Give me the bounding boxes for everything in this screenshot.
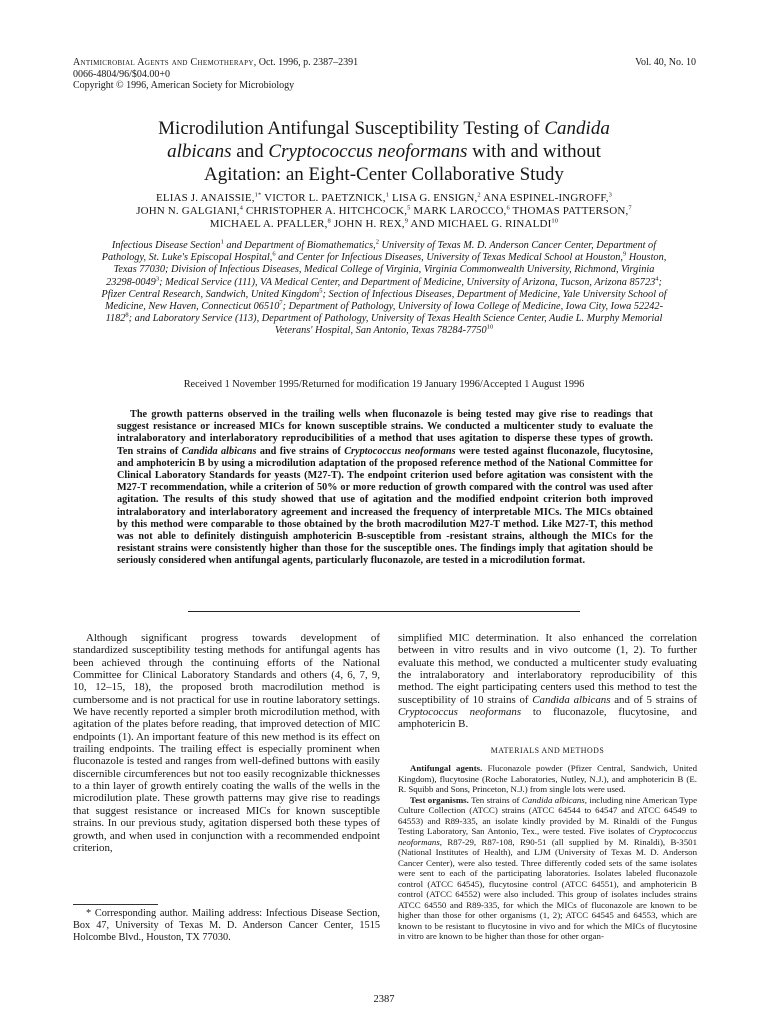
affiliation-sup: 4 — [655, 275, 659, 283]
volume-info: Vol. 40, No. 10 — [635, 57, 696, 68]
affiliation-text: Infectious Disease Section — [111, 240, 221, 251]
intro-text: simplified MIC determination. It also enhanced the correlation between in vitro results and in vivo outcome (1, 2). To further evaluate this method, we conducted a multicenter study evaluating the intralaboratory and interlaboratory reproducibility of this method. The eight participating centers used this method to test the susceptibility of 10 strains of — [398, 632, 697, 706]
author-sup: 9 — [404, 217, 409, 225]
affiliation-sup: 10 — [486, 324, 494, 331]
affiliation-sup: 9 — [623, 250, 627, 258]
running-header — [73, 57, 493, 92]
affiliation-text: Houston, Texas 77030; Division of Infectious Diseases, Medical College of Virginia, Virginia Commonwealth University, Richmond, Virginia 23298-0049 — [106, 252, 667, 288]
abstract-text: were tested against fluconazole, flucytosine, and amphotericin B by using a microdilution adaptation of the proposed reference method of the National Committee for Clinical Laboratory Standards for yeasts (M27-T). The endpoint criterion used before agitation was consistent with the M27-T recommendation, while a criterion of 50% or more reduction of growth compared with the control was used after agitation. The results of this study showed that use of agitation and the modified endpoint criterion both improved intralaboratory and interlaboratory agreement and increased the frequency of interpretable MICs. The MICs obtained by this method were comparable to those obtained by the broth macrodilution M27-T method. Like M27-T, this method was not able to definitely distinguish amphotericin B-susceptible from -resistant strains, although the MICs for the resistant strains were consistently higher than those for the susceptible ones. The findings imply that agitation should be seriously considered when antifungal agents, particularly fluconazole, are tested in a microdilution format. — [117, 445, 654, 567]
intro-right-column — [398, 632, 697, 942]
intro-paragraph-continued — [398, 632, 697, 731]
organism-cryptococcus: Cryptococcus neoformans — [398, 826, 697, 847]
affiliation-text: University of Texas M. D. Anderson Cancer Center, Department of Pathology, St. Luke's Episcopal Hospital, — [101, 240, 657, 264]
affiliation-text: ; Section of Infectious Diseases, Department of Medicine, Yale University School of Medicine, New Haven, Connecticut 06510 — [104, 288, 667, 313]
intro-candida: Candida albicans — [532, 693, 611, 706]
corresponding-author-footnote: * Corresponding author. Mailing address: Infectious Disease Section, Box 47, University of Texas M. D. Anderson Cancer Center, 1515 Holcombe Blvd., Houston, TX 77030. — [73, 908, 380, 943]
author-sup: 10 — [551, 217, 559, 225]
citation: , Oct. 1996, p. 2387–2391 — [253, 57, 359, 68]
intro-paragraph: Although significant progress towards development of standardized susceptibility testing methods for antifungal agents has been achieved through the continuing efforts of the National Committee for Clinical Laboratory Standards and others (4, 6, 7, 9, 10, 12–15, 18), the proposed broth macrodilution method is cumbersome and is not practical for use in routine laboratory settings. We have recently reported a simpler broth microdilution method, with agitation of the plates before reading, that improved detection of MIC endpoints (1). An important feature of this new method is its effect on trailing endpoints. The trailing effect is especially prominent when fluconazole is tested and ranges from well-defined buttons with easily discernible circumferences but not too easily recognizable thicknesses to a thin layer of growth entirely coating the walls of the wells in the microdilution plate. These growth patterns may give rise to readings that suggest resistance or increased MICs for known susceptible strains. In our previous study, agitation dispersed both these types of growth, and when used in conjunction with a recommended endpoint criterion, — [73, 632, 380, 854]
affiliation-text: ; Pfizer Central Research, Sandwich, United Kingdom — [101, 276, 662, 300]
abstract-text: The growth patterns observed in the trailing wells when fluconazole is being tested may give rise to readings that suggest resistance or increased MICs for known susceptible strains. We conducted a multicenter study to evaluate the intralaboratory and interlaboratory reproducibilities of a method that uses agitation to disperse these types of growth. Ten strains of — [117, 409, 653, 457]
affiliation-text: and Center for Infectious Diseases, University of Texas Medical School at Houston, — [275, 252, 623, 264]
affiliation-sup: 8 — [125, 311, 129, 319]
copyright: Copyright © 1996, American Society for Microbiology — [73, 80, 295, 91]
paragraph-text: , including nine American Type Culture Collection (ATCC) strains (ATCC 64544 to 64547 and ATCC 64549 to 64553) and R89-335, an isolate kindly provided by M. Rinaldi of the Fungus Testing Laboratory, San Antonio, Tex., were tested. Five isolates of — [398, 794, 697, 837]
title-and: and — [231, 141, 269, 162]
abstract — [117, 409, 653, 568]
author-list — [60, 192, 708, 231]
footnote-rule — [73, 904, 158, 905]
author-name: THOMAS PATTERSON, — [509, 205, 629, 217]
abstract-candida: Candida albicans — [181, 445, 257, 457]
affiliations — [98, 240, 670, 338]
author-name: MICHAEL A. PFALLER, — [209, 218, 328, 230]
abstract-cryptococcus: Cryptococcus neoformans — [344, 445, 456, 457]
affiliation-text: ; Department of Pathology, University of Iowa College of Medicine, Iowa City, Iowa 52242-1182 — [105, 301, 664, 325]
article-title — [40, 117, 728, 186]
title-text-3: Agitation: an Eight-Center Collaborative Study — [204, 164, 564, 185]
author-sup: 4 — [239, 204, 243, 212]
section-divider — [188, 611, 580, 612]
author-sup: 1 — [385, 191, 390, 199]
author-sup: 5 — [407, 204, 411, 212]
paragraph-text: Fluconazole powder (Pfizer Central, Sandwich, United Kingdom), flucytosine (Roche Laboratories, Nutley, N.J.), and amphotericin B (E. R. Squibb and Sons, Princeton, N.J.) from single lots were used. — [398, 763, 697, 795]
author-name: JOHN H. REX, — [330, 218, 405, 230]
paragraph-label: Test organisms. — [410, 794, 469, 805]
journal-name: Antimicrobial Agents and Chemotherapy — [73, 57, 254, 68]
affiliation-sup: 1 — [220, 238, 224, 246]
paragraph-text: Ten strains of — [468, 794, 522, 805]
intro-cryptococcus: Cryptococcus neoformans — [398, 706, 522, 719]
title-albicans: albicans — [167, 141, 232, 162]
antifungal-agents-paragraph — [398, 763, 697, 795]
author-sup: 1* — [254, 191, 262, 199]
methods-text — [398, 763, 697, 942]
affiliation-sup: 3 — [155, 275, 160, 283]
affiliation-sup: 6 — [272, 250, 276, 258]
author-sup: 6 — [506, 204, 510, 212]
affiliation-sup: 5 — [319, 287, 323, 295]
section-heading: MATERIALS AND METHODS — [490, 745, 605, 755]
affiliation-sup: 2 — [375, 238, 379, 246]
title-text-2: with and without — [467, 141, 601, 162]
title-text: Microdilution Antifungal Susceptibility Testing of — [158, 118, 545, 139]
author-name: LISA G. ENSIGN, — [389, 192, 478, 204]
intro-text: to fluconazole, flucytosine, and amphotericin B. — [398, 706, 697, 731]
author-name: JOHN N. GALGIANI, — [136, 205, 240, 217]
page-number: 2387 — [373, 994, 395, 1005]
journal-citation — [73, 57, 493, 69]
author-sup: 2 — [477, 191, 481, 199]
author-sup: 3 — [608, 191, 613, 199]
author-name: ELIAS J. ANAISSIE, — [155, 192, 255, 204]
author-name: MARK LAROCCO, — [410, 205, 507, 217]
author-name: ANA ESPINEL-INGROFF, — [480, 192, 609, 204]
author-sup: 7 — [628, 204, 632, 212]
author-sup: 8 — [327, 217, 331, 225]
affiliation-sup: 7 — [279, 299, 283, 307]
paragraph-label: Antifungal agents. — [410, 763, 483, 774]
author-name: CHRISTOPHER A. HITCHCOCK, — [242, 205, 408, 217]
affiliation-text: and Department of Biomathematics, — [223, 240, 376, 251]
title-candida: Candida — [544, 118, 610, 139]
affiliation-text: ; Medical Service (111), VA Medical Center, and Department of Medicine, University of Arizona, Tucson, Arizona 85723 — [159, 276, 656, 288]
intro-left-column — [73, 632, 380, 854]
organism-candida: Candida albicans — [521, 794, 585, 805]
test-organisms-paragraph — [398, 795, 697, 942]
received-dates: Received 1 November 1995/Returned for modification 19 January 1996/Accepted 1 August 1996 — [183, 379, 585, 390]
author-name: VICTOR L. PAETZNICK, — [261, 192, 386, 204]
intro-text: and of 5 strains of — [610, 693, 697, 706]
title-cryptococcus: Cryptococcus neoformans — [268, 141, 468, 162]
paragraph-text: , R87-29, R87-108, R90-51 (all supplied by M. Rinaldi), B-3501 (National Institutes of Health), and LJM (University of Texas M. D. Anderson Cancer Center), were also tested. Three differently coded sets of the same isolates were sent to each of the participating laboratories. Isolates labeled fluconazole control (ATCC 64545), flucytosine control (ATCC 64551), and amphotericin B control (ATCC 64552) were also included. This group of isolates includes strains ATCC 64550 and R89-335, for which the MICs of fluconazole are known to be higher than those for other organisms (1, 2); ATCC 64545 and 64553, which are known to be resistant to flucytosine in vivo and for which the MICs of flucytosine in vitro are known to be higher than those for other organ- — [398, 836, 697, 942]
issn: 0066-4804/96/$04.00+0 — [73, 68, 171, 80]
affiliation-text: ; and Laboratory Service (113), Department of Pathology, University of Texas Health Science Center, Audie L. Murphy Memorial Veterans' Hospital, San Antonio, Texas 78284-7750 — [128, 313, 663, 337]
author-name: AND MICHAEL G. RINALDI — [408, 218, 552, 230]
abstract-text: and five strains of — [256, 445, 345, 457]
